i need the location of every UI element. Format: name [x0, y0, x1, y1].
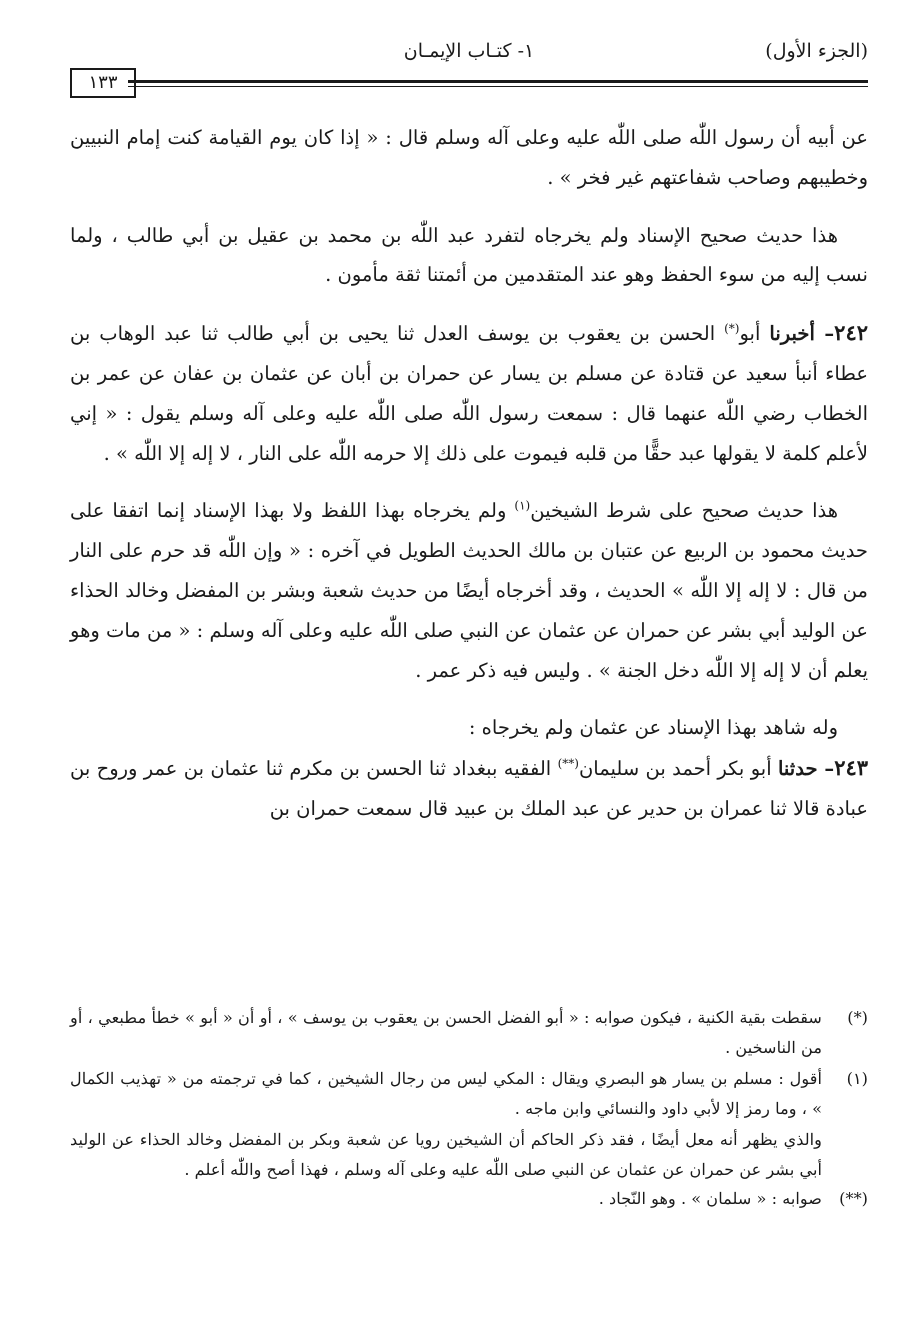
hadith-text: الحسن بن يعقوب بن يوسف العدل ثنا يحيى بن أبي طالب ثنا عبد الوهاب بن عطاء أنبأ سعيد عن قتادة عن مسلم بن يسار عن حمران بن أبان عن عثمان بن عفان عن عمر بن الخطاب رضي اللّٰه عنهما قال : سمعت رسول اللّٰه صلى اللّٰه عليه وعلى آله وسلم يقول : « إني لأعلم كلمة لا يقولها عبد حقًّا من قلبه فيموت على ذلك إلا حرمه اللّٰه على النار ، لا إله إلا اللّٰه » .: [70, 322, 868, 465]
footnote: [70, 1003, 868, 1062]
paragraph-text: ولم يخرجاه بهذا اللفظ ولا بهذا الإسناد إنما اتفقا على حديث محمود بن الربيع عن عتبان بن مالك الحديث الطويل في آخره : « وإن اللّٰه قد حرم على النار من قال : لا إله إلا اللّٰه » الحديث ، وقد أخرجاه أيضًا من حديث شعبة وبشر بن المفضل وخالد الحذاء عن الوليد أبي بشر عن حمران عن عثمان عن النبي صلى اللّٰه عليه وعلى آله وسلم : « من مات وهو يعلم أن لا إله إلا اللّٰه دخل الجنة » . وليس فيه ذكر عمر .: [70, 499, 868, 682]
header-rule: [128, 80, 868, 87]
footnote-marker: (١): [846, 1069, 868, 1088]
hadith-number: ٢٤٢: [834, 320, 869, 346]
hadith-243: [70, 748, 868, 829]
footnote-ref: (*): [724, 321, 740, 336]
footnote-ref: (**): [557, 756, 579, 771]
chapter-title: ١- كتـاب الإيمـان: [403, 40, 535, 62]
hadith-lead: – أخبرنا: [769, 322, 835, 346]
hadith-text: الفقيه ببغداد ثنا الحسن بن مكرم ثنا عثمان بن عمر وروح بن عبادة قالا ثنا عمران بن حدير عن عبد الملك بن عبيد قال سمعت حمران بن: [70, 757, 868, 820]
footnote: [70, 1064, 868, 1123]
footnote-ref: (١): [514, 498, 531, 513]
paragraph: وله شاهد بهذا الإسناد عن عثمان ولم يخرجاه :: [468, 716, 838, 740]
footnote-marker: (*): [847, 1008, 868, 1027]
footnotes: [70, 1003, 868, 1214]
footnote-text: أقول : مسلم بن يسار هو البصري ويقال : المكي ليس من رجال الشيخين ، كما في ترجمته من « تهذيب الكمال » ، وما رمز إلا لأبي داود والنسائي وابن ماجه .: [70, 1069, 822, 1118]
paragraph: عن أبيه أن رسول اللّٰه صلى اللّٰه عليه وعلى آله وسلم قال : « إذا كان يوم القيامة كنت إمام النبيين وخطيبهم وصاحب شفاعتهم غير فخر » .: [70, 126, 868, 189]
footnote-continuation: والذي يظهر أنه معل أيضًا ، فقد ذكر الحاكم أن الشيخين رويا عن شعبة وبكر بن المفضل وخالد الحذاء عن الوليد أبي بشر عن حمران عن عثمان عن النبي صلى اللّٰه عليه وعلى آله وسلم ، فهذا أصح واللّٰه أعلم .: [70, 1130, 822, 1179]
footnote-text: سقطت بقية الكنية ، فيكون صوابه : « أبو الفضل الحسن بن يعقوب بن يوسف » ، أو أن « أبو » خطأ مطبعي ، أو من الناسخين .: [70, 1008, 822, 1057]
hadith-lead: – حدثنا: [777, 757, 835, 781]
running-header: [70, 40, 868, 74]
hadith-242: [70, 313, 868, 473]
footnote: [70, 1184, 868, 1214]
main-text: [70, 118, 868, 829]
hadith-text: أبو: [739, 322, 761, 346]
paragraph: هذا حديث صحيح الإسناد ولم يخرجاه لتفرد عبد اللّٰه بن محمد بن عقيل بن أبي طالب ، ولما نسب إليه من سوء الحفظ وهو عند المتقدمين من أئمتنا ثقة مأمون .: [70, 223, 868, 287]
footnote-text: صوابه : « سلمان » . وهو النّجاد .: [598, 1189, 822, 1208]
hadith-text: أبو بكر أحمد بن سليمان: [578, 757, 772, 781]
volume-title: (الجزء الأول): [765, 40, 868, 62]
page-number: ١٣٣: [70, 68, 136, 98]
footnote-marker: (**): [839, 1189, 868, 1208]
paragraph-text: هذا حديث صحيح على شرط الشيخين: [530, 499, 839, 523]
paragraph: [70, 491, 868, 690]
hadith-number: ٢٤٣: [834, 755, 869, 781]
